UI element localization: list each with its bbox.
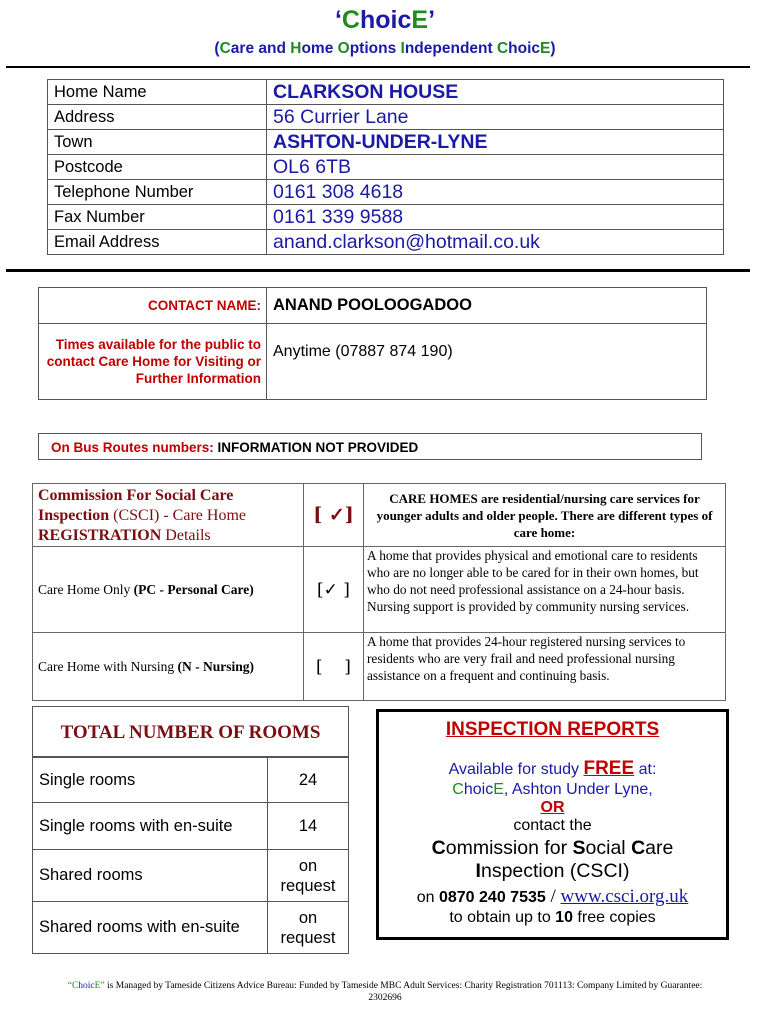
rooms-title-box <box>32 706 349 757</box>
care-homes-info: CARE HOMES are residential/nursing care services for younger adults and older people. There are different types of care home: <box>364 484 726 547</box>
contact-times-value: Anytime (07887 874 190) <box>267 324 707 400</box>
subtitle-part: ) <box>550 40 556 57</box>
document-subtitle <box>0 40 770 58</box>
csci-website-link[interactable]: www.csci.org.uk <box>560 886 689 907</box>
room-count: on request <box>268 850 349 902</box>
bus-routes-value: INFORMATION NOT PROVIDED <box>213 440 419 455</box>
contact-times-label: Times available for the public to contact Care Home for Visiting or Further Information <box>39 324 267 400</box>
registration-type: Care Home Only (PC - Personal Care) <box>33 547 304 633</box>
footer-note: “ChoicE” is Managed by Tameside Citizens Advice Bureau: Funded by Tameside MBC Adult Services: Charity Registration 701113: Company Limited by Guarantee: 2302696 <box>67 981 703 1003</box>
home-info-value: 0161 308 4618 <box>267 180 724 205</box>
registration-checkbox: [ ] <box>304 633 364 701</box>
rooms-title: TOTAL NUMBER OF ROOMS <box>60 722 321 743</box>
home-info-label: Postcode <box>48 155 267 180</box>
registration-row <box>33 547 726 633</box>
top-divider <box>6 66 750 68</box>
home-info-value: ASHTON-UNDER-LYNE <box>267 130 724 155</box>
subtitle-part: H <box>290 40 302 57</box>
title-c: C <box>341 6 360 34</box>
home-info-table <box>47 79 724 255</box>
inspection-contact-the: contact the <box>513 817 592 834</box>
subtitle-part: O <box>337 40 350 57</box>
subtitle-part: are and <box>230 40 291 57</box>
room-count: 14 <box>268 803 349 850</box>
title-hoic: hoic <box>359 6 412 34</box>
home-info-label: Home Name <box>48 80 267 105</box>
home-info-row <box>48 155 724 180</box>
rooms-row <box>33 850 349 902</box>
home-info-row <box>48 130 724 155</box>
subtitle-part: ( <box>214 40 220 57</box>
home-info-value: anand.clarkson@hotmail.co.uk <box>267 230 724 255</box>
registration-row <box>33 633 726 701</box>
room-type: Shared rooms with en-suite <box>33 902 268 954</box>
rooms-row <box>33 803 349 850</box>
home-info-label: Telephone Number <box>48 180 267 205</box>
bus-routes-box <box>38 433 702 460</box>
home-info-row <box>48 230 724 255</box>
home-info-row <box>48 105 724 130</box>
subtitle-part: ome <box>301 40 338 57</box>
registration-heading-line2: Inspection (CSCI) - Care Home <box>38 507 246 524</box>
bus-routes-label: On Bus Routes numbers: <box>51 440 214 455</box>
csci-phone: 0870 240 7535 <box>438 889 546 906</box>
home-info-row <box>48 205 724 230</box>
home-info-value: CLARKSON HOUSE <box>267 80 724 105</box>
registration-type: Care Home with Nursing (N - Nursing) <box>33 633 304 701</box>
home-info-label: Address <box>48 105 267 130</box>
title-quote-open: ‘ <box>334 6 342 34</box>
inspection-location: ChoicE, Ashton Under Lyne, <box>452 781 653 798</box>
registration-description: A home that provides physical and emotional care to residents who are no longer able to be cared for in their own homes, but who do not need professional assistance on a 24-hour basis. Nursing support is provided by community nursing services. <box>364 547 726 633</box>
registration-description: A home that provides 24-hour registered nursing services to residents who are very frail and need professional nursing assistance on a frequent and continuing basis. <box>364 633 726 701</box>
home-info-value: 0161 339 9588 <box>267 205 724 230</box>
room-count: on request <box>268 902 349 954</box>
title-quote-close: ’ <box>428 6 436 34</box>
home-info-label: Fax Number <box>48 205 267 230</box>
inspection-or: OR <box>540 799 565 816</box>
room-type: Single rooms <box>33 758 268 803</box>
rooms-row <box>33 758 349 803</box>
contact-name-value: ANAND POOLOOGADOO <box>267 288 707 324</box>
inspection-title: INSPECTION REPORTS <box>445 719 660 740</box>
inspection-commission: Commission for Social Care Inspection (CSCI) <box>431 837 674 882</box>
room-type: Single rooms with en-suite <box>33 803 268 850</box>
home-info-value: OL6 6TB <box>267 155 724 180</box>
subtitle-part: C <box>496 40 509 57</box>
registration-checkbox: [✓ ] <box>304 547 364 633</box>
subtitle-part: ndependent <box>404 40 497 57</box>
registration-heading-line3: REGISTRATION Details <box>38 527 211 544</box>
registration-heading-line1: Commission For Social Care <box>38 487 234 504</box>
home-info-row <box>48 180 724 205</box>
subtitle-part: I <box>400 40 405 57</box>
registration-check: [ ✓] <box>304 484 364 547</box>
rooms-row <box>33 902 349 954</box>
contact-table <box>38 287 707 400</box>
inspection-phone-line: on 0870 240 7535 / www.csci.org.uk <box>416 886 689 907</box>
inspection-box <box>376 709 729 940</box>
contact-name-label: CONTACT NAME: <box>39 288 267 324</box>
registration-table <box>32 483 726 701</box>
document-title <box>0 6 770 35</box>
inspection-copies: to obtain up to 10 free copies <box>449 909 656 926</box>
title-e: E <box>411 6 429 34</box>
room-count: 24 <box>268 758 349 803</box>
home-info-label: Email Address <box>48 230 267 255</box>
registration-heading <box>33 484 304 547</box>
home-info-label: Town <box>48 130 267 155</box>
inspection-availability: Available for study FREE at: <box>448 758 657 779</box>
subtitle-part: hoic <box>508 40 541 57</box>
home-info-row <box>48 80 724 105</box>
subtitle-part: ptions <box>349 40 401 57</box>
room-type: Shared rooms <box>33 850 268 902</box>
home-info-value: 56 Currier Lane <box>267 105 724 130</box>
subtitle-part: E <box>540 40 551 57</box>
middle-divider <box>6 269 750 272</box>
free-text: FREE <box>583 758 635 779</box>
rooms-table <box>32 757 349 954</box>
subtitle-part: C <box>219 40 231 57</box>
